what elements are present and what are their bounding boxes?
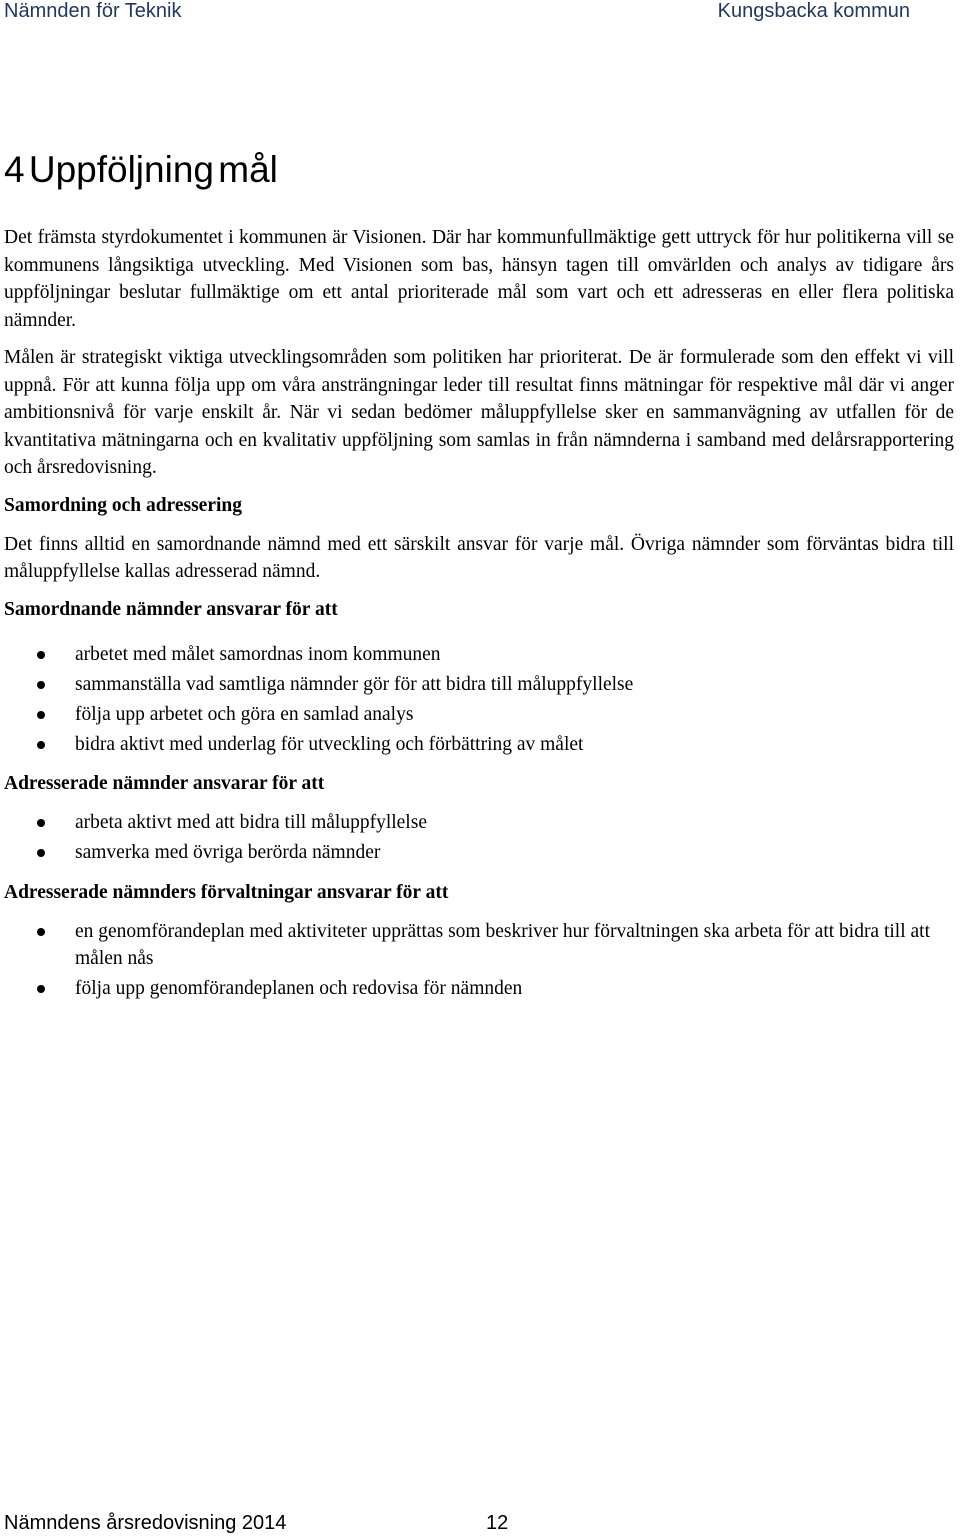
list-item: arbetet med målet samordnas inom kommunen bbox=[4, 641, 954, 669]
list-item: sammanställa vad samtliga nämnder gör för att bidra till måluppfyllelse bbox=[4, 671, 954, 699]
page-header bbox=[0, 0, 960, 24]
section-heading-forvaltningar: Adresserade nämnders förvaltningar ansvarar för att bbox=[4, 881, 449, 903]
bullet-icon bbox=[37, 741, 45, 749]
list-item: följa upp arbetet och göra en samlad analys bbox=[4, 701, 954, 729]
page-footer bbox=[4, 1512, 509, 1535]
page-title: 4 Uppföljning mål bbox=[4, 149, 278, 190]
document-body bbox=[4, 148, 954, 1015]
header-municipality: Kungsbacka kommun bbox=[717, 0, 910, 22]
bullet-icon bbox=[37, 985, 45, 993]
adresserade-list bbox=[4, 809, 954, 867]
footer-report-title: Nämndens årsredovisning 2014 bbox=[4, 1512, 287, 1534]
header-department: Nämnden för Teknik bbox=[4, 0, 182, 22]
bullet-icon bbox=[37, 681, 45, 689]
list-item: följa upp genomförandeplanen och redovisa för nämnden bbox=[4, 975, 954, 1003]
list-item: en genomförandeplan med aktiviteter upprättas som beskriver hur förvaltningen ska arbeta för att bidra till att målen nås bbox=[4, 918, 954, 973]
bullet-icon bbox=[37, 711, 45, 719]
page-number: 12 bbox=[486, 1512, 509, 1534]
section-heading-adresserade: Adresserade nämnder ansvarar för att bbox=[4, 773, 325, 794]
section-heading-samordning: Samordning och adressering bbox=[4, 494, 242, 516]
samordnande-list bbox=[4, 641, 954, 759]
samordning-paragraph: Det finns alltid en samordnande nämnd med ett särskilt ansvar för varje mål. Övriga nämnder som förväntas bidra till måluppfyllelse kallas adresserad nämnd. bbox=[4, 533, 954, 582]
section-heading-samordnande: Samordnande nämnder ansvarar för att bbox=[4, 598, 338, 620]
list-item: bidra aktivt med underlag för utveckling och förbättring av målet bbox=[4, 731, 954, 759]
bullet-icon bbox=[37, 928, 45, 936]
bullet-icon bbox=[37, 819, 45, 827]
intro-paragraph-2: Målen är strategiskt viktiga utvecklingsområden som politiken har prioriterat. De är formulerade som den effekt vi vill uppnå. För att kunna följa upp om våra ansträngningar leder till resultat finns mätningar för respektive mål där vi anger ambitionsnivå för varje enskilt år. När vi sedan bedömer måluppfyllelse sker en sammanvägning av utfallen för de kvantitativa mätningarna och en kvalitativ uppföljning som samlas in från nämnderna i samband med delårsrapportering och årsredovisning. bbox=[4, 347, 954, 478]
bullet-icon bbox=[37, 651, 45, 659]
list-item: samverka med övriga berörda nämnder bbox=[4, 839, 954, 867]
forvaltningar-list bbox=[4, 918, 954, 1003]
intro-paragraph-1: Det främsta styrdokumentet i kommunen är Visionen. Där har kommunfullmäktige gett uttryck för hur politikerna vill se kommunens långsiktiga utveckling. Med Visionen som bas, hänsyn tagen till omvärlden och analys av tidigare års uppföljningar beslutar fullmäktige om ett antal prioriterade mål som vart och ett adresseras en eller flera politiska nämnder. bbox=[4, 227, 954, 331]
list-item: arbeta aktivt med att bidra till måluppfyllelse bbox=[4, 809, 954, 837]
bullet-icon bbox=[37, 849, 45, 857]
